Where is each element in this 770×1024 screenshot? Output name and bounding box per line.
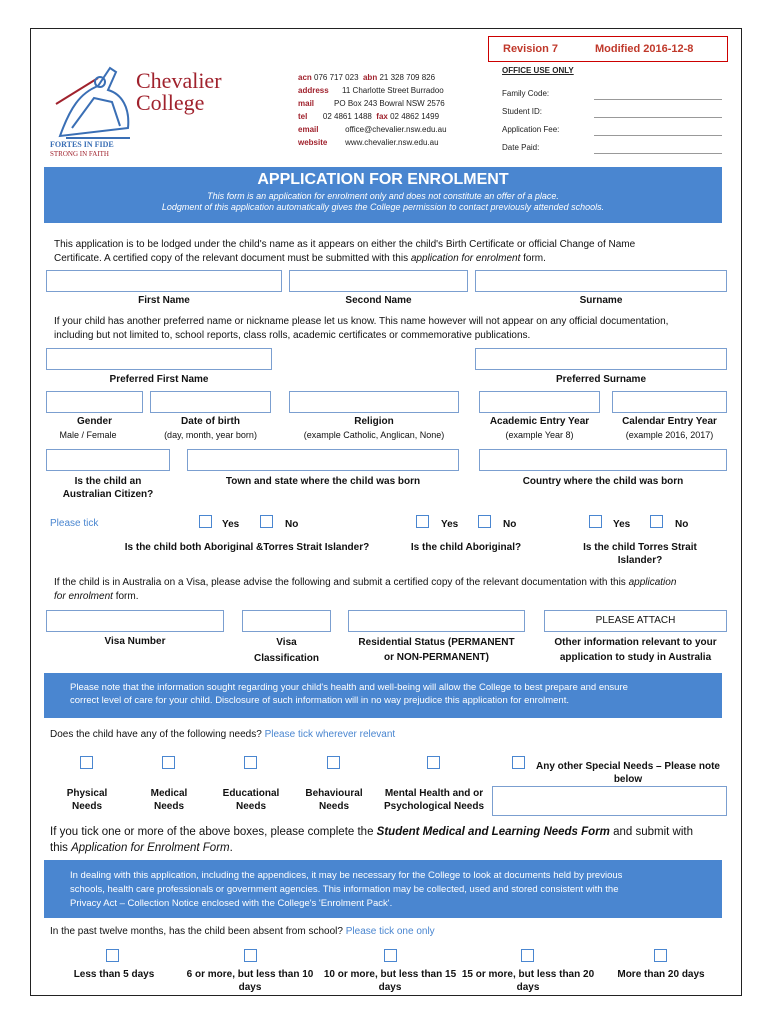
dob-input[interactable] (150, 391, 271, 413)
aboriginal-question: Is the child Aboriginal? (410, 542, 522, 553)
absence-10to15-checkbox[interactable] (384, 949, 397, 962)
behavioural-needs-label: Behavioural Needs (305, 788, 363, 812)
religion-hint: (example Catholic, Anglican, None) (303, 430, 445, 440)
aboriginal-yes-checkbox[interactable] (416, 515, 429, 528)
calendar-year-input[interactable] (612, 391, 727, 413)
academic-year-hint: (example Year 8) (505, 430, 574, 440)
absence-gt20-label: More than 20 days (617, 969, 705, 980)
birth-country-input[interactable] (479, 449, 727, 471)
absence-6to10-label: 6 or more, but less than 10 days (186, 969, 314, 993)
aboriginal-yes-label: Yes (441, 519, 459, 530)
absence-lt5-label: Less than 5 days (73, 969, 155, 980)
contact-block (298, 71, 478, 149)
office-fee-label: Application Fee: (502, 125, 560, 134)
behavioural-needs-checkbox[interactable] (327, 756, 340, 769)
office-fee-field[interactable] (594, 135, 722, 136)
both-question: Is the child both Aboriginal &Torres Strait Islander? (124, 542, 370, 553)
first-name-label: First Name (138, 295, 190, 306)
visa-class-input[interactable] (242, 610, 331, 632)
needs-question: Does the child have any of the following needs? Please tick wherever relevant (50, 729, 396, 740)
office-student-id-field[interactable] (594, 117, 722, 118)
dob-hint: (day, month, year born) (164, 430, 257, 440)
absence-6to10-checkbox[interactable] (244, 949, 257, 962)
other-needs-checkbox[interactable] (512, 756, 525, 769)
second-name-label: Second Name (345, 295, 412, 306)
surname-input[interactable] (475, 270, 727, 292)
dob-label: Date of birth (181, 416, 240, 427)
aboriginal-no-label: No (503, 519, 517, 530)
absence-question: In the past twelve months, has the child been absent from school? Please tick one only (50, 926, 435, 937)
contact-tel: tel 02 4861 1488 fax 02 4862 1499 (298, 112, 440, 121)
privacy-banner: In dealing with this application, including the appendices, it may be necessary for the College to look at documents held by previous schools, health care professionals or government agencies. This information may be collected, used and stored consistent with the Privacy Act – Collection Notice enclosed with the College's 'Enrolment Pack'. (44, 860, 722, 918)
contact-address: address 11 Charlotte Street Burradoo (298, 86, 444, 95)
other-needs-label: Any other Special Needs – Please note below (536, 761, 720, 785)
visa-number-label: Visa Number (104, 636, 166, 647)
visa-number-input[interactable] (46, 610, 224, 632)
educational-needs-checkbox[interactable] (244, 756, 257, 769)
absence-15to20-checkbox[interactable] (521, 949, 534, 962)
absence-gt20-checkbox[interactable] (654, 949, 667, 962)
health-banner: Please note that the information sought regarding your child's health and well-being will allow the College to best prepare and ensure correct level of care for your child. Disclosure of such information will in no way prejudice this application for enrolment. (44, 673, 722, 718)
visa-text: If the child is in Australia on a Visa, please advise the following and submit a certified copy of the relevant documentation with this application for enrolment form. (54, 577, 677, 602)
preferred-first-name-input[interactable] (46, 348, 272, 370)
torres-yes-label: Yes (613, 519, 631, 530)
physical-needs-checkbox[interactable] (80, 756, 93, 769)
please-attach-box[interactable]: PLEASE ATTACH (544, 610, 727, 632)
other-needs-input[interactable] (492, 786, 727, 816)
both-no-label: No (285, 519, 299, 530)
revision-label: Revision 7 (503, 43, 559, 55)
contact-acn: acn 076 717 023 abn 21 328 709 826 (298, 73, 436, 82)
revision-box (488, 36, 728, 62)
office-date-paid-label: Date Paid: (502, 143, 540, 152)
mental-health-label: Mental Health and or Psychological Needs (383, 788, 485, 812)
medical-needs-checkbox[interactable] (162, 756, 175, 769)
second-name-input[interactable] (289, 270, 468, 292)
first-name-input[interactable] (46, 270, 282, 292)
knight-crest-icon (50, 58, 140, 146)
office-student-id-label: Student ID: (502, 107, 543, 116)
contact-mail: mail PO Box 243 Bowral NSW 2576 (298, 99, 445, 108)
please-tick-hint: Please tick (50, 518, 99, 529)
residential-status-label: Residential Status (PERMANENT or NON-PERMANENT) (358, 637, 515, 663)
physical-needs-label: Physical Needs (66, 788, 108, 812)
absence-10to15-label: 10 or more, but less than 15 days (323, 969, 457, 993)
citizen-input[interactable] (46, 449, 170, 471)
residential-status-input[interactable] (348, 610, 525, 632)
absence-15to20-label: 15 or more, but less than 20 days (461, 969, 595, 993)
surname-label: Surname (579, 295, 623, 306)
gender-label: Gender (76, 416, 112, 427)
birth-town-label: Town and state where the child was born (225, 476, 421, 487)
torres-question: Is the child Torres Strait Islander? (583, 542, 697, 566)
medical-needs-label: Medical Needs (150, 788, 188, 812)
religion-input[interactable] (289, 391, 459, 413)
office-family-code-field[interactable] (594, 99, 722, 100)
preferred-text: If your child has another preferred name or nickname please let us know. This name however will not appear on any official documentation, including but not limited to, school reports, class rolls, academic certificates or commemorative publications. (54, 316, 669, 341)
birth-town-input[interactable] (187, 449, 459, 471)
form-title: APPLICATION FOR ENROLMENT (257, 171, 509, 188)
preferred-surname-label: Preferred Surname (555, 374, 647, 385)
medical-form-note: If you tick one or more of the above boxes, please complete the Student Medical and Learning Needs Form and submit with this Application for Enrolment Form. (50, 826, 694, 854)
educational-needs-label: Educational Needs (222, 788, 280, 812)
logo-motto-english: STRONG IN FAITH (50, 150, 109, 158)
banner-line2: Lodgment of this application automatically gives the College permission to contact previously attended schools. (161, 202, 605, 212)
torres-no-checkbox[interactable] (650, 515, 663, 528)
contact-website: website www.chevalier.nsw.edu.au (298, 138, 439, 147)
gender-input[interactable] (46, 391, 143, 413)
academic-year-label: Academic Entry Year (489, 416, 590, 427)
title-banner (44, 167, 722, 223)
calendar-year-hint: (example 2016, 2017) (625, 430, 714, 440)
preferred-first-name-label: Preferred First Name (109, 374, 209, 385)
citizen-label: Is the child an Australian Citizen? (62, 476, 154, 500)
aboriginal-no-checkbox[interactable] (478, 515, 491, 528)
torres-yes-checkbox[interactable] (589, 515, 602, 528)
religion-label: Religion (354, 416, 394, 427)
gender-hint: Male / Female (59, 430, 117, 440)
logo-motto-latin: FORTES IN FIDE (50, 140, 114, 149)
torres-no-label: No (675, 519, 689, 530)
office-family-code-label: Family Code: (502, 89, 550, 98)
office-use-title: OFFICE USE ONLY (502, 66, 574, 75)
logo-line1: Chevalier (136, 68, 222, 93)
both-yes-label: Yes (222, 519, 240, 530)
mental-health-checkbox[interactable] (427, 756, 440, 769)
calendar-year-label: Calendar Entry Year (622, 416, 717, 427)
logo-line2: College (136, 90, 205, 115)
intro-text: This application is to be lodged under the child's name as it appears on either the child's Birth Certificate or official Change of Name Certificate. A certified copy of the relevant document must be submitted with this application for enrolment form. (54, 239, 636, 264)
both-no-checkbox[interactable] (260, 515, 273, 528)
academic-year-input[interactable] (479, 391, 600, 413)
college-logo (50, 58, 250, 168)
other-info-label: Other information relevant to your application to study in Australia (554, 637, 717, 663)
both-yes-checkbox[interactable] (199, 515, 212, 528)
birth-country-label: Country where the child was born (522, 476, 684, 487)
contact-email: email office@chevalier.nsw.edu.au (298, 125, 447, 134)
modified-date: Modified 2016-12-8 (595, 43, 694, 55)
office-date-paid-field[interactable] (594, 153, 722, 154)
banner-line1: This form is an application for enrolment only and does not constitute an offer of a place. (207, 191, 559, 201)
preferred-surname-input[interactable] (475, 348, 727, 370)
visa-class-label: Visa Classification (253, 637, 320, 664)
absence-lt5-checkbox[interactable] (106, 949, 119, 962)
